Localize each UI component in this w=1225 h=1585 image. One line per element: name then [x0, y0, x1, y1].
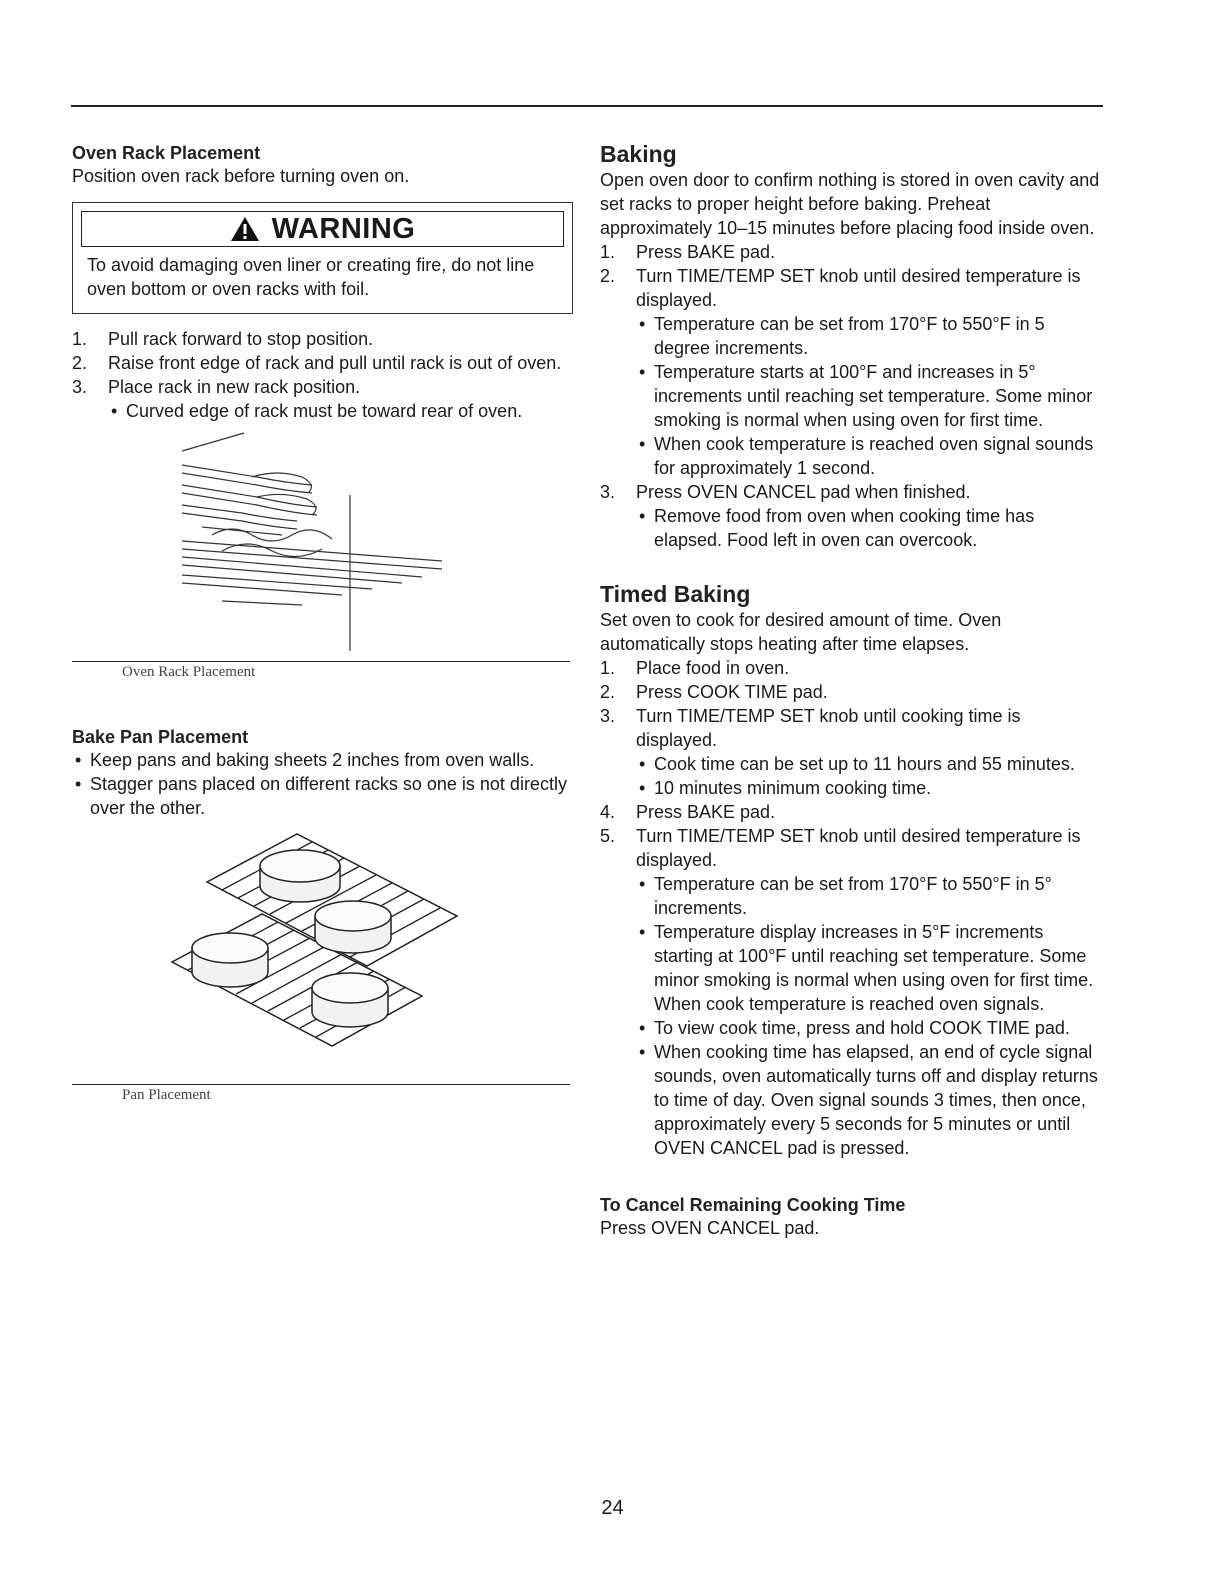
rack-intro: Position oven rack before turning oven on. [72, 166, 410, 186]
figure-rule [72, 1084, 570, 1085]
baking-step2-bullets [636, 312, 1100, 480]
list-item: 1. Pull rack forward to stop position. [72, 329, 374, 349]
top-rule [71, 105, 1103, 107]
rack-caption: Oven Rack Placement [122, 664, 256, 680]
list-item: 1. Press BAKE pad. [600, 242, 776, 262]
list-item: • Keep pans and baking sheets 2 inches from oven walls. [75, 750, 535, 770]
figure-rule [72, 661, 570, 662]
warning-title: WARNING [271, 212, 416, 245]
right-column [600, 140, 1100, 1240]
timed-step5-bullets [636, 872, 1100, 1160]
list-item: • When cooking time has elapsed, an end of cycle signal sounds, oven automatically turns off and display returns to time of day. Oven signal sounds 3 times, then once, approximately every 5 seconds for 5 minutes or until OVEN CANCEL pad is pressed. [639, 1042, 1098, 1158]
warning-header [81, 211, 564, 247]
rack-steps [72, 327, 572, 423]
oven-rack-illustration [72, 423, 572, 653]
list-item: 4. Press BAKE pad. [600, 802, 776, 822]
cancel-heading: To Cancel Remaining Cooking Time [600, 1195, 906, 1215]
baking-steps [600, 240, 1100, 552]
list-item: • Temperature can be set from 170°F to 550°F in 5 degree increments. [639, 314, 1045, 358]
list-item: 1. Place food in oven. [600, 658, 790, 678]
timed-step3-bullets [636, 752, 1100, 800]
list-item: • Cook time can be set up to 11 hours and 55 minutes. [639, 754, 1075, 774]
timed-baking-heading: Timed Baking [600, 581, 751, 607]
list-item: • When cook temperature is reached oven signal sounds for approximately 1 second. [639, 434, 1094, 478]
list-item: 3. Press OVEN CANCEL pad when finished. • Remove food from oven when cooking time has elapsed. Food left in oven can overcook. [600, 480, 1100, 552]
timed-baking-intro: Set oven to cook for desired amount of time. Oven automatically stops heating after time elapses. [600, 610, 1002, 654]
list-item: • Temperature starts at 100°F and increases in 5° increments until reaching set temperature. Some minor smoking is normal when using oven for first time. [639, 362, 1093, 430]
list-item: • Temperature can be set from 170°F to 550°F in 5° increments. [639, 874, 1052, 918]
warning-triangle-icon [230, 216, 260, 242]
list-item: • Temperature display increases in 5°F increments starting at 100°F until reaching set temperature. Some minor smoking is normal when using oven for first time. When cook temperature is reached oven signals. [639, 922, 1094, 1014]
list-item: • Remove food from oven when cooking time has elapsed. Food left in oven can overcook. [639, 506, 1035, 550]
left-column [72, 142, 572, 1104]
list-item: 3. Turn TIME/TEMP SET knob until cooking time is displayed. • Cook time can be set up to 11 hours and 55 minutes. • 10 minutes minimum cooking time. [600, 704, 1100, 800]
timed-baking-steps [600, 656, 1100, 1160]
warning-box [72, 202, 573, 314]
list-item: • 10 minutes minimum cooking time. [639, 778, 932, 798]
baking-step3-bullets [636, 504, 1100, 552]
pan-caption: Pan Placement [122, 1087, 211, 1103]
page-number: 24 [601, 1497, 624, 1519]
list-item: 2. Press COOK TIME pad. [600, 682, 828, 702]
baking-intro: Open oven door to confirm nothing is stored in oven cavity and set racks to proper height before baking. Preheat approximately 10–15 minutes before placing food inside oven. [600, 170, 1100, 238]
rack-heading: Oven Rack Placement [72, 143, 261, 163]
rack-bullets [108, 399, 572, 423]
list-item: • Stagger pans placed on different racks so one is not directly over the other. [75, 774, 567, 818]
list-item: 2. Raise front edge of rack and pull until rack is out of oven. [72, 353, 562, 373]
pan-bullets [72, 748, 572, 820]
list-item: 3. Place rack in new rack position. • Curved edge of rack must be toward rear of oven. [72, 375, 572, 423]
list-item: • To view cook time, press and hold COOK TIME pad. [639, 1018, 1070, 1038]
pan-heading: Bake Pan Placement [72, 727, 249, 747]
warning-text: To avoid damaging oven liner or creating fire, do not line oven bottom or oven racks with foil. [87, 255, 535, 299]
list-item: • Curved edge of rack must be toward rear of oven. [111, 401, 523, 421]
cancel-text: Press OVEN CANCEL pad. [600, 1218, 820, 1238]
list-item: 5. Turn TIME/TEMP SET knob until desired temperature is displayed. • Temperature can be set from 170°F to 550°F in 5° increments. • Temperature display increases in 5°F increments starting at 100°F until reaching set temperature. Some minor smoking is normal when using oven for first time. When cook temperature is reached oven signals. • To view cook time, press and hold COOK TIME pad. • When cooking time has elapsed, an end of cycle signal sounds, oven automatically turns off and display returns to time of day. Oven signal sounds 3 times, then once, approximately every 5 seconds for 5 minutes or until OVEN CANCEL pad is pressed. [600, 824, 1100, 1160]
pan-placement-illustration [72, 820, 572, 1080]
list-item: 2. Turn TIME/TEMP SET knob until desired temperature is displayed. • Temperature can be set from 170°F to 550°F in 5 degree increments. • Temperature starts at 100°F and increases in 5° increments until reaching set temperature. Some minor smoking is normal when using oven for first time. • When cook temperature is reached oven signal sounds for approximately 1 second. [600, 264, 1100, 480]
baking-heading: Baking [600, 141, 677, 167]
